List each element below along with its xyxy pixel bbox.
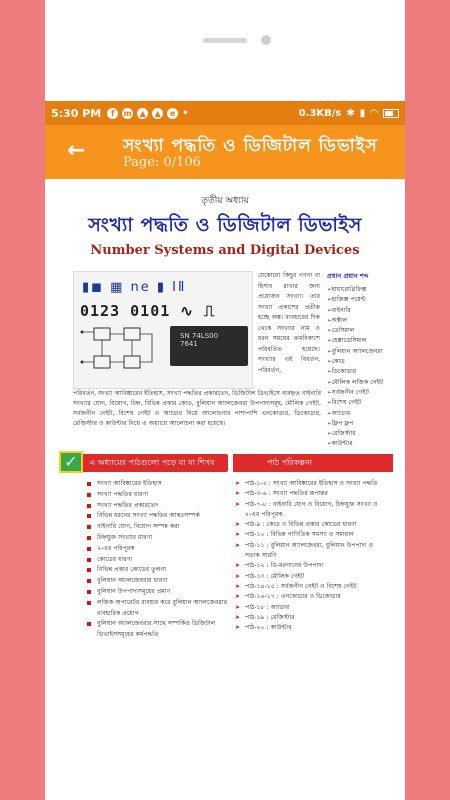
- status-time: 5:30 PM: [51, 106, 102, 120]
- list-item: ➤ পাঠ-১২ : ডি-মরগানের উপপাদ্য: [235, 561, 400, 571]
- messenger-icon: m: [123, 108, 132, 118]
- plan-list: [235, 479, 400, 633]
- key-term: ➢ সর্বজনীন গেইট: [327, 388, 397, 398]
- figure-digits: 0123 0101 ∿ ⎍: [80, 302, 216, 320]
- app-bar: [45, 125, 405, 179]
- key-term: ➢ বাইনারি: [327, 306, 397, 316]
- signal-icon: ▮: [359, 107, 366, 119]
- status-bar: [45, 101, 405, 125]
- key-terms-title: প্রধান প্রধান শব্দ: [327, 272, 369, 280]
- checkmark-icon: ✓: [59, 451, 83, 473]
- list-item: ➤ পাঠ-১৮ : অ্যাডার: [235, 603, 400, 613]
- document-page[interactable]: [45, 179, 405, 800]
- list-item: ➤ পাঠ-২০ : কাউন্টার: [235, 623, 400, 633]
- list-item: বুলিয়ান অ্যালজেবরার সাথে সম্পর্কিত ডিজিটাল ডিভাইসসমূহের কর্মপদ্ধতি: [87, 619, 233, 641]
- list-item: সংখ্যা আবিষ্কারের ইতিহাস: [87, 479, 233, 490]
- ic-chip-image: SN 74LS00 7641: [170, 326, 248, 366]
- key-term: ➢ মৌলিক লজিক গেইট: [327, 378, 397, 388]
- list-item: কোডের ধারণা: [87, 555, 233, 566]
- list-item: ২-এর পরিপূরক: [245, 510, 283, 518]
- wifi-icon: ◠: [370, 107, 378, 119]
- key-term: ➢ হায়ারোগ্লিফিক্স: [327, 285, 397, 295]
- key-term: ➢ ডিকোডার: [327, 367, 397, 377]
- chapter-number: তৃতীয় অধ্যায়: [201, 196, 249, 206]
- list-item: ➤ পাঠ-১৬-১৭ : এনকোডার ও ডিকোডার: [235, 592, 400, 602]
- list-item: ➤ পাঠ-১১ : বুলিয়ান অ্যালজেবরা, বুলিয়ান উপপাদ্য ও: [235, 541, 400, 551]
- key-term: ➢ হেক্সাডেসিমাল: [327, 336, 397, 346]
- phone-frame: [45, 0, 405, 800]
- battery-icon: [383, 109, 399, 118]
- list-item: ➤ পাঠ-৩-৬ : সংখ্যা পদ্ধতির রূপান্তর: [235, 489, 400, 499]
- list-item: ➤ পাঠ-১০ : বিভিন্ন গাণিতিক সমস্যা ও সমাধান: [235, 530, 400, 540]
- chapter-title-english: Number Systems and Digital Devices: [90, 243, 360, 258]
- list-item: ২-এর পরিপূরক: [87, 544, 233, 555]
- bluetooth-icon: ✱: [346, 107, 355, 119]
- learn-list: [87, 479, 233, 641]
- key-term: ➢ কাউন্টার: [327, 439, 397, 449]
- list-item: সংখ্যা পদ্ধতির প্রকারভেদ: [87, 501, 233, 512]
- list-item: বিভিন্ন ধরনের সংখ্যা পদ্ধতির আন্তঃসম্পর্ক: [87, 511, 233, 522]
- list-item: বুলিয়ান উপপাদ্যসমূহের প্রমাণ: [87, 587, 233, 598]
- key-term: ➢ অক্টাল: [327, 316, 397, 326]
- intro-text-right: যেকোনো কিছুর গণনা বা হিসাব রাখার জন্য প্রয়োজন সংখ্যা। তার সংখ্যা প্রকাশের প্রতীক হচ্ছে অঙ্ক। ব্যবহারের দিক থেকে সংখ্যার নাম ও ধরন সময়ের ক্রমবিকাশে পরিবর্তিত হয়েছে। সংখ্যার এই বিবর্তন, পরিবর্তন,: [258, 272, 320, 374]
- key-term: ➢ বুলিয়ান অ্যালজেবরা: [327, 347, 397, 357]
- key-term: ➢ বিশেষ গেইট: [327, 398, 397, 408]
- list-item: ➤ পাঠ-১-২ : সংখ্যা আবিষ্কারের ইতিহাস ও সংখ্যা পদ্ধতি: [235, 479, 400, 489]
- facebook-icon: f: [107, 108, 118, 119]
- key-term: ➢ রেজিস্টার: [327, 429, 397, 439]
- app-icon: ▲: [152, 108, 163, 119]
- list-item: ➤ পাঠ-১৩ : মৌলিক গেইট: [235, 572, 400, 582]
- key-term: ➢ ফ্লিপ ফ্লপ: [327, 419, 397, 429]
- list-item: ➤ পাঠ-৭-৮ : বাইনারি যোগ ও বিয়োগ, চিহ্নযুক্ত সংখ্যা ও: [235, 500, 400, 510]
- list-item: ➤ পাঠ-১৪-১৫ : সর্বজনীন গেইট ও বিশেষ গেইট: [235, 582, 400, 592]
- key-terms-box: [327, 271, 397, 450]
- plan-heading: পাঠ পরিকল্পনা: [233, 454, 393, 472]
- key-term: ➢ হাজিক্স পয়েন্ট: [327, 295, 397, 305]
- more-dots-icon: •: [182, 107, 189, 119]
- back-arrow-icon[interactable]: ←: [67, 138, 86, 163]
- list-item: ➤ পাঠ-১৯ : রেজিস্টার: [235, 613, 400, 623]
- intro-text-bottom: পরিবর্তন, সংখ্যা আবিষ্কারের ইতিহাস, সংখ্যা পদ্ধতির প্রকারভেদ, ডিজিটাল ডিভাইসে ব্যবহৃত বাইনারি সংখ্যার যোগ, বিয়োগ, চিহ্ন, বিভিন্ন প্রকার কোড, বুলিয়ান অ্যালজেবরা উপপাদ্যসমূহ, মৌলিক গেইট, সর্বজনীন গেইট, বিশেষ গেইট ও অ্যাডার নিয়ে আলোচনার পাশাপাশি এনকোডার, ডিকোডার, রেজিস্টার ও কাউন্টার নিয়ে এ অধ্যায়ে আলোচনা করা হয়েছে।: [73, 390, 321, 427]
- chapter-figure: [73, 271, 253, 389]
- learn-heading: এ অধ্যায়ের পাঠগুলো পড়ে যা যা শিখব: [63, 454, 228, 472]
- key-term: ➢ কোড: [327, 357, 397, 367]
- list-item: বুলিয়ান অ্যালজেবরার ধারণা: [87, 576, 233, 587]
- edge-icon: e: [167, 108, 178, 119]
- phone-bezel: [45, 0, 405, 116]
- page-counter: Page: 0/106: [123, 155, 201, 170]
- list-item: বিভিন্ন প্রকার কোডের তুলনা: [87, 565, 233, 576]
- chapter-title: সংখ্যা পদ্ধতি ও ডিজিটাল ডিভাইস: [88, 214, 362, 236]
- list-item: চিহ্নযুক্ত সংখ্যার ধারণা: [87, 533, 233, 544]
- app-title: সংখ্যা পদ্ধতি ও ডিজিটাল ডিভাইস: [123, 136, 378, 156]
- list-item: বাইনারি যোগ, বিয়োগ সম্পন্ন করা: [87, 522, 233, 533]
- network-speed: 0.3KB/s: [298, 107, 342, 119]
- status-right: [299, 108, 399, 119]
- figure-symbols: ▮◼ ▦ ne ▮ ⅠⅡ: [82, 280, 187, 295]
- list-item: সত্যক সারণি: [245, 552, 277, 560]
- logic-circuit-icon: [80, 322, 160, 384]
- list-item: লজিক অপারেটর ব্যবহার করে বুলিয়ান অ্যালজেবরার ব্যবহারিক প্রয়োগ: [87, 598, 233, 620]
- list-item: সংখ্যা পদ্ধতির ধারণা: [87, 490, 233, 501]
- key-term: ➢ অ্যাডার: [327, 409, 397, 419]
- list-item: ➤ পাঠ-৯ : কোড ও বিভিন্ন প্রকার কোডের ধারণা: [235, 520, 400, 530]
- app-icon: ▲: [137, 108, 148, 119]
- key-term: ➢ ডেসিমাল: [327, 326, 397, 336]
